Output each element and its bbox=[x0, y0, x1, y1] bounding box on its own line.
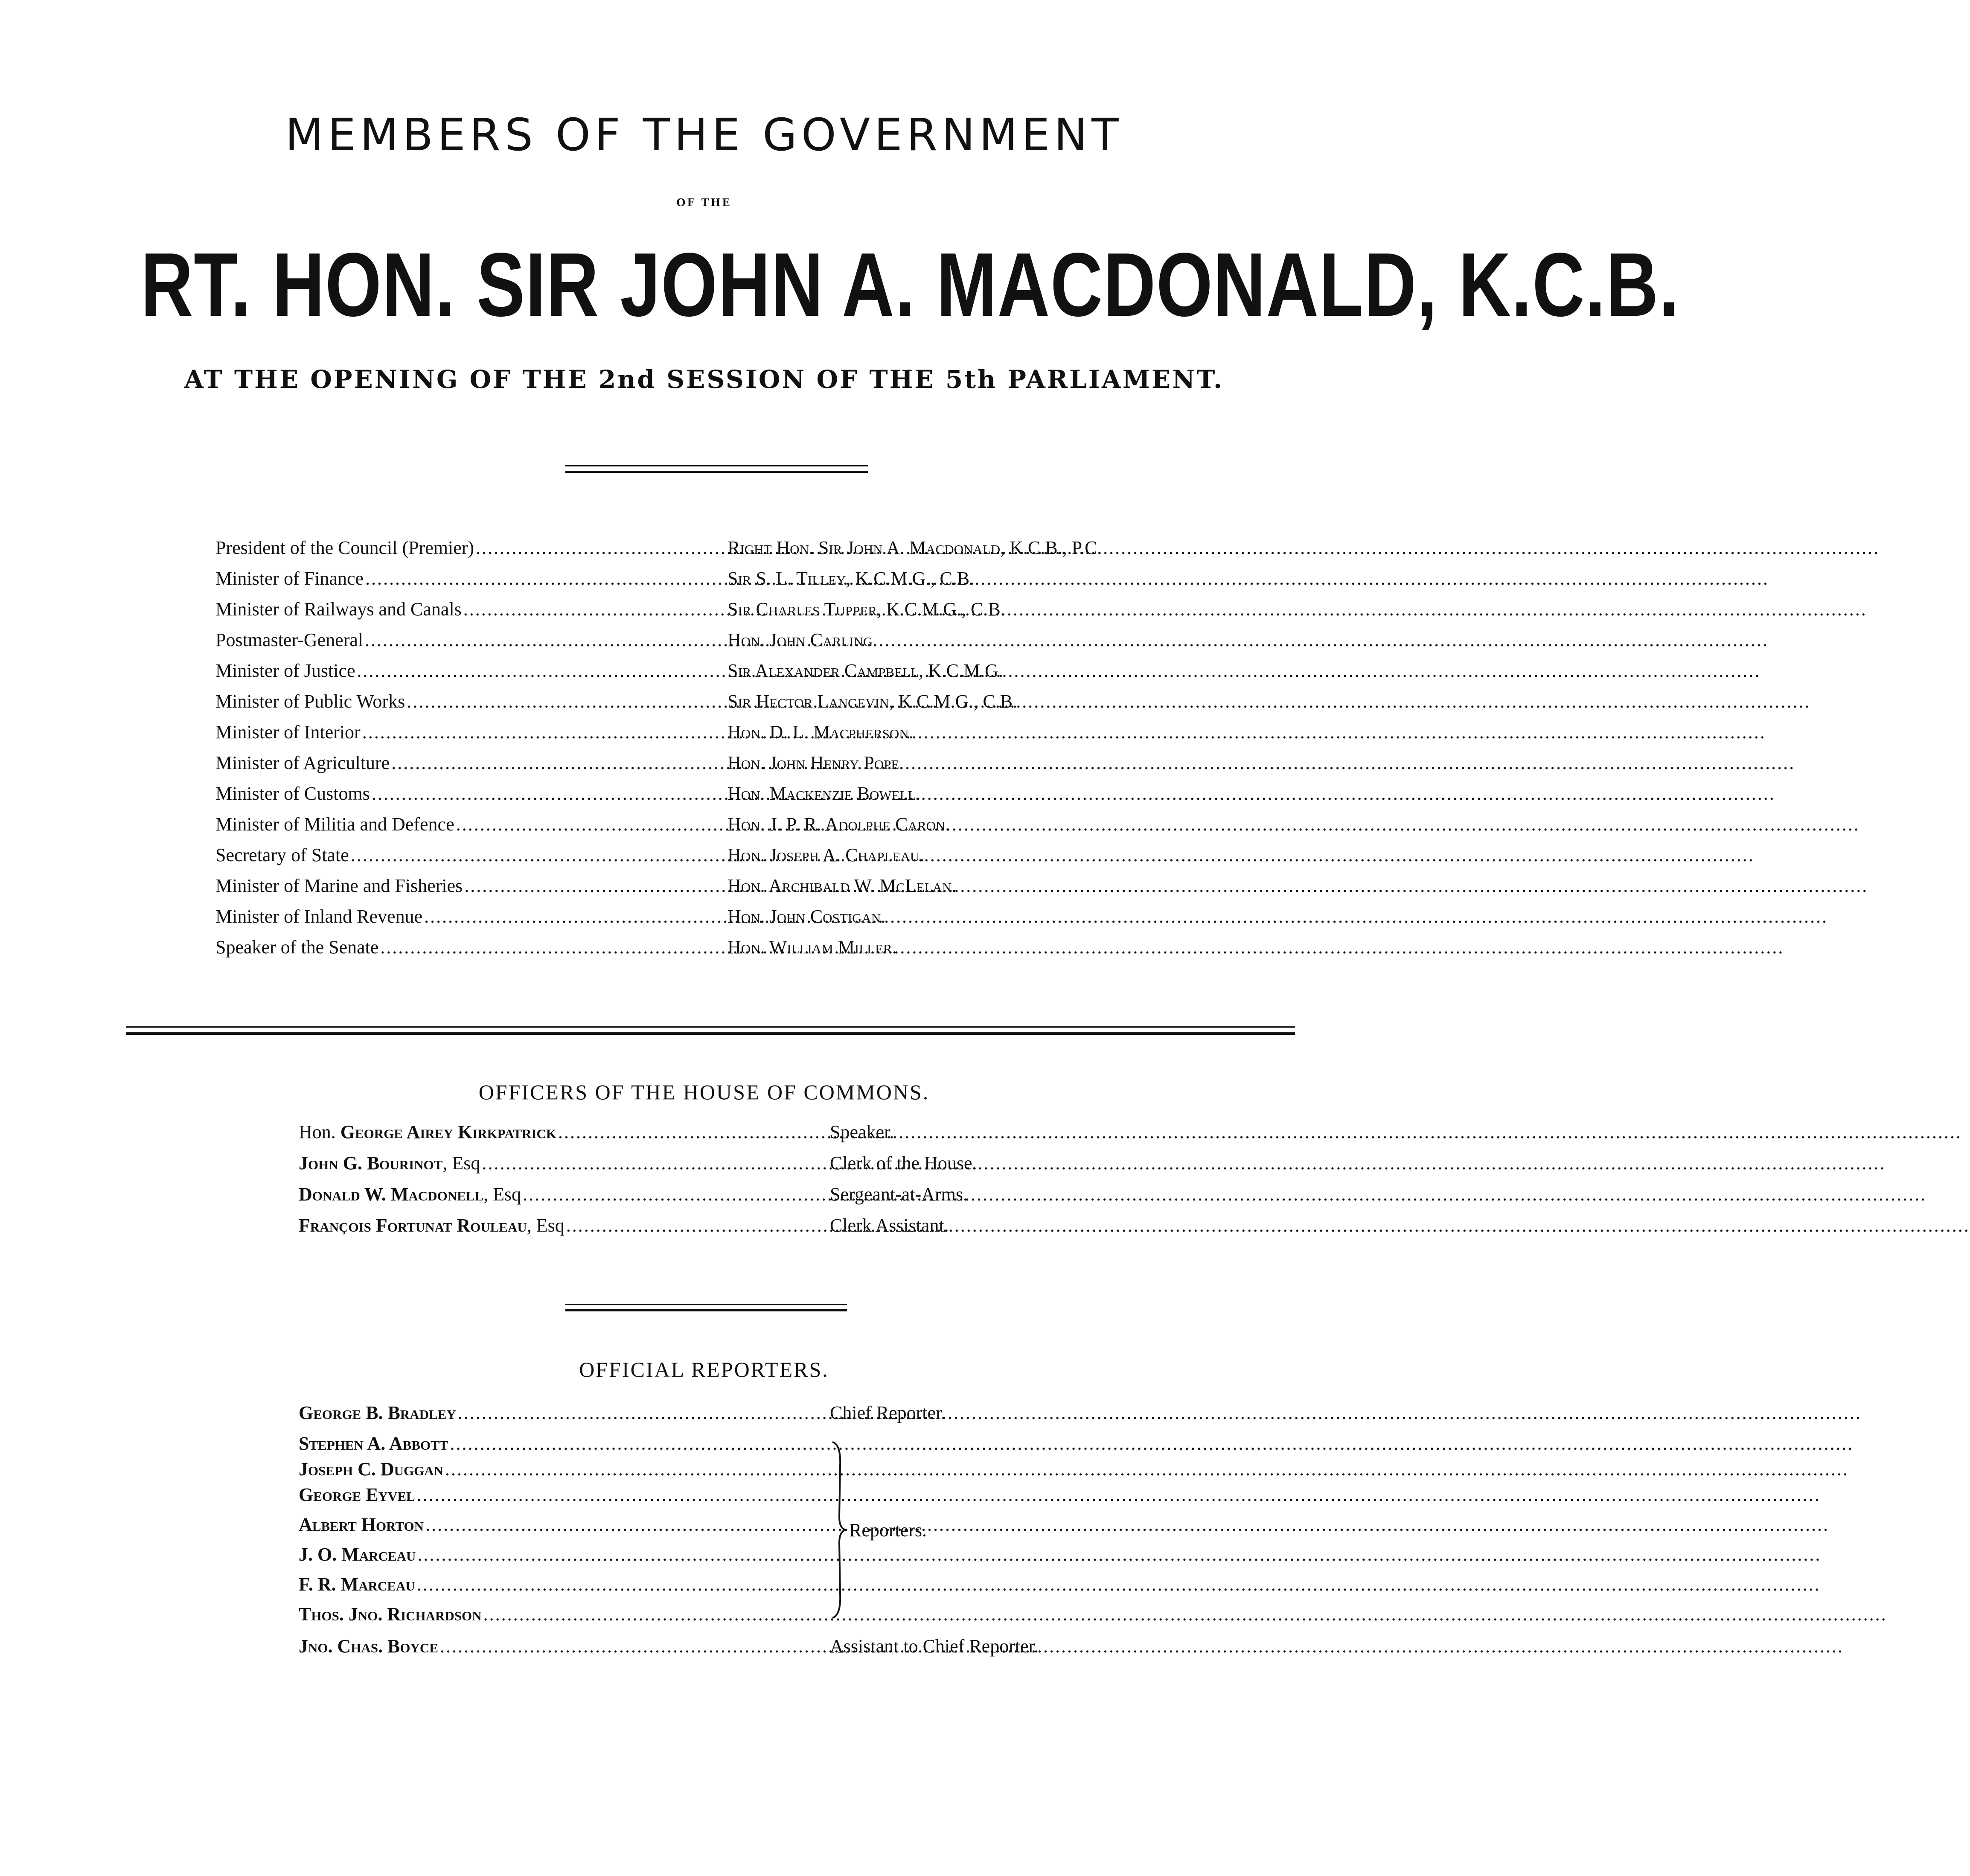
officer-role: Sergeant-at-Arms. bbox=[830, 1184, 968, 1205]
dot-leader bbox=[450, 1433, 1854, 1454]
section-divider bbox=[126, 1026, 1295, 1035]
office-label: Minister of Customs bbox=[215, 783, 370, 804]
list-item bbox=[299, 1635, 826, 1665]
list-item bbox=[299, 1152, 828, 1182]
office-label: Speaker of the Senate bbox=[215, 937, 379, 958]
reporter-name: Stephen A. Abbott bbox=[299, 1433, 448, 1454]
office-label: Minister of Militia and Defence bbox=[215, 814, 454, 835]
office-label: Minister of Finance bbox=[215, 568, 364, 589]
dot-leader bbox=[424, 906, 1828, 927]
dot-leader bbox=[362, 721, 1766, 743]
office-label: Postmaster-General bbox=[215, 629, 364, 650]
office-holder: Hon. D. L. Macpherson. bbox=[727, 722, 914, 743]
page-title: RT. HON. SIR JOHN A. MACDONALD, K.C.B. bbox=[141, 234, 1680, 335]
list-item bbox=[215, 875, 725, 905]
office-label: Minister of Interior bbox=[215, 722, 361, 743]
dot-leader bbox=[351, 844, 1755, 866]
dot-leader bbox=[391, 752, 1795, 774]
office-holder: Hon. John Costigan. bbox=[727, 906, 886, 927]
list-item bbox=[299, 1484, 826, 1514]
dot-leader bbox=[523, 1183, 1926, 1205]
dot-leader bbox=[417, 1573, 1821, 1595]
list-item bbox=[215, 721, 725, 751]
office-holder: Hon. William Miller. bbox=[727, 937, 897, 958]
officer-name: John G. Bourinot, Esq bbox=[299, 1153, 480, 1174]
dot-leader bbox=[476, 537, 1880, 559]
dot-leader bbox=[458, 1402, 1862, 1424]
reporter-name: J. O. Marceau bbox=[299, 1544, 416, 1565]
officer-name: François Fortunat Rouleau, Esq bbox=[299, 1215, 565, 1236]
reporter-name: Thos. Jno. Richardson bbox=[299, 1604, 482, 1625]
office-holder: Hon. Mackenzie Bowell. bbox=[727, 783, 921, 804]
list-item bbox=[215, 598, 725, 628]
list-item bbox=[215, 906, 725, 935]
dot-leader bbox=[483, 1603, 1887, 1625]
dot-leader bbox=[456, 813, 1860, 835]
list-item bbox=[299, 1514, 826, 1544]
list-item bbox=[215, 537, 725, 567]
reporters-heading: OFFICIAL REPORTERS. bbox=[579, 1357, 829, 1381]
reporter-name: Jno. Chas. Boyce bbox=[299, 1636, 438, 1657]
dot-leader bbox=[380, 936, 1784, 958]
list-item bbox=[215, 568, 725, 597]
office-holder: Hon. John Henry Pope. bbox=[727, 752, 904, 773]
list-item bbox=[215, 690, 725, 720]
officer-role: Clerk of the House. bbox=[830, 1153, 977, 1174]
dot-leader bbox=[440, 1635, 1844, 1657]
dot-leader bbox=[417, 1484, 1821, 1506]
officer-name: Hon. George Airey Kirkpatrick bbox=[299, 1122, 556, 1142]
dot-leader bbox=[425, 1514, 1829, 1535]
reporter-name: George Eyvel bbox=[299, 1484, 415, 1505]
reporter-name: F. R. Marceau bbox=[299, 1574, 415, 1595]
office-label: Minister of Justice bbox=[215, 660, 355, 681]
heading-connector: OF THE bbox=[676, 196, 732, 209]
office-label: Secretary of State bbox=[215, 845, 349, 865]
dot-leader bbox=[372, 783, 1775, 804]
office-label: Minister of Inland Revenue bbox=[215, 906, 423, 927]
dot-leader bbox=[566, 1215, 1970, 1236]
list-item bbox=[215, 936, 725, 966]
page-subtitle: AT THE OPENING OF THE 2nd SESSION OF THE 5th PARLIAMENT. bbox=[184, 365, 1224, 394]
page-heading: MEMBERS OF THE GOVERNMENT bbox=[285, 109, 1123, 161]
office-holder: Hon. Joseph A. Chapleau. bbox=[727, 845, 925, 865]
dot-leader bbox=[357, 660, 1761, 682]
list-item bbox=[215, 629, 725, 659]
office-holder: Right Hon. Sir John A. Macdonald, K.C.B., P.C. bbox=[727, 537, 1102, 558]
list-item bbox=[299, 1573, 826, 1603]
reporter-role: Chief Reporter. bbox=[830, 1402, 946, 1423]
office-label: Minister of Railways and Canals bbox=[215, 599, 462, 620]
list-item bbox=[299, 1603, 826, 1633]
list-item bbox=[299, 1215, 828, 1244]
officer-role: Speaker. bbox=[830, 1122, 894, 1142]
list-item bbox=[215, 813, 725, 843]
dot-leader bbox=[445, 1458, 1849, 1480]
office-holder: Hon. John Carling. bbox=[727, 629, 878, 650]
office-holder: Sir Charles Tupper, K.C.M.G., C.B. bbox=[727, 599, 1005, 620]
office-label: President of the Council (Premier) bbox=[215, 537, 474, 558]
brace-bracket bbox=[830, 1440, 847, 1620]
list-item bbox=[215, 844, 725, 874]
list-item bbox=[299, 1544, 826, 1573]
reporter-name: Joseph C. Duggan bbox=[299, 1459, 444, 1480]
officers-heading: OFFICERS OF THE HOUSE OF COMMONS. bbox=[478, 1080, 930, 1104]
dot-leader bbox=[558, 1121, 1962, 1143]
reporter-role: Reporters. bbox=[849, 1520, 927, 1541]
office-holder: Hon. Archibald W. McLelan. bbox=[727, 875, 957, 896]
office-label: Minister of Agriculture bbox=[215, 752, 390, 773]
list-item bbox=[215, 752, 725, 782]
office-holder: Sir Hector Langevin, K.C.M.G., C.B. bbox=[727, 691, 1018, 712]
dot-leader bbox=[482, 1152, 1886, 1174]
dot-leader bbox=[365, 629, 1769, 651]
dot-leader bbox=[464, 875, 1868, 897]
dot-leader bbox=[407, 690, 1810, 712]
dot-leader bbox=[463, 598, 1867, 620]
reporter-role: Assistant to Chief Reporter. bbox=[830, 1636, 1039, 1657]
list-item bbox=[299, 1183, 828, 1213]
list-item bbox=[299, 1121, 828, 1151]
office-holder: Hon. J. P. R. Adolphe Caron. bbox=[727, 814, 950, 835]
divider-rule bbox=[565, 1304, 847, 1311]
dot-leader bbox=[365, 568, 1769, 589]
list-item bbox=[215, 660, 725, 690]
reporter-name: Albert Horton bbox=[299, 1514, 424, 1535]
office-holder: Sir S. L. Tilley, K.C.M.G., C.B. bbox=[727, 568, 975, 589]
list-item bbox=[215, 783, 725, 813]
office-holder: Sir Alexander Campbell, K.C.M.G. bbox=[727, 660, 1003, 681]
reporter-name: George B. Bradley bbox=[299, 1402, 456, 1423]
office-label: Minister of Marine and Fisheries bbox=[215, 875, 463, 896]
officer-name: Donald W. Macdonell, Esq bbox=[299, 1184, 521, 1205]
officer-role: Clerk Assistant. bbox=[830, 1215, 949, 1236]
list-item bbox=[299, 1402, 826, 1432]
divider-rule bbox=[565, 465, 868, 473]
office-label: Minister of Public Works bbox=[215, 691, 405, 712]
dot-leader bbox=[417, 1544, 1821, 1565]
